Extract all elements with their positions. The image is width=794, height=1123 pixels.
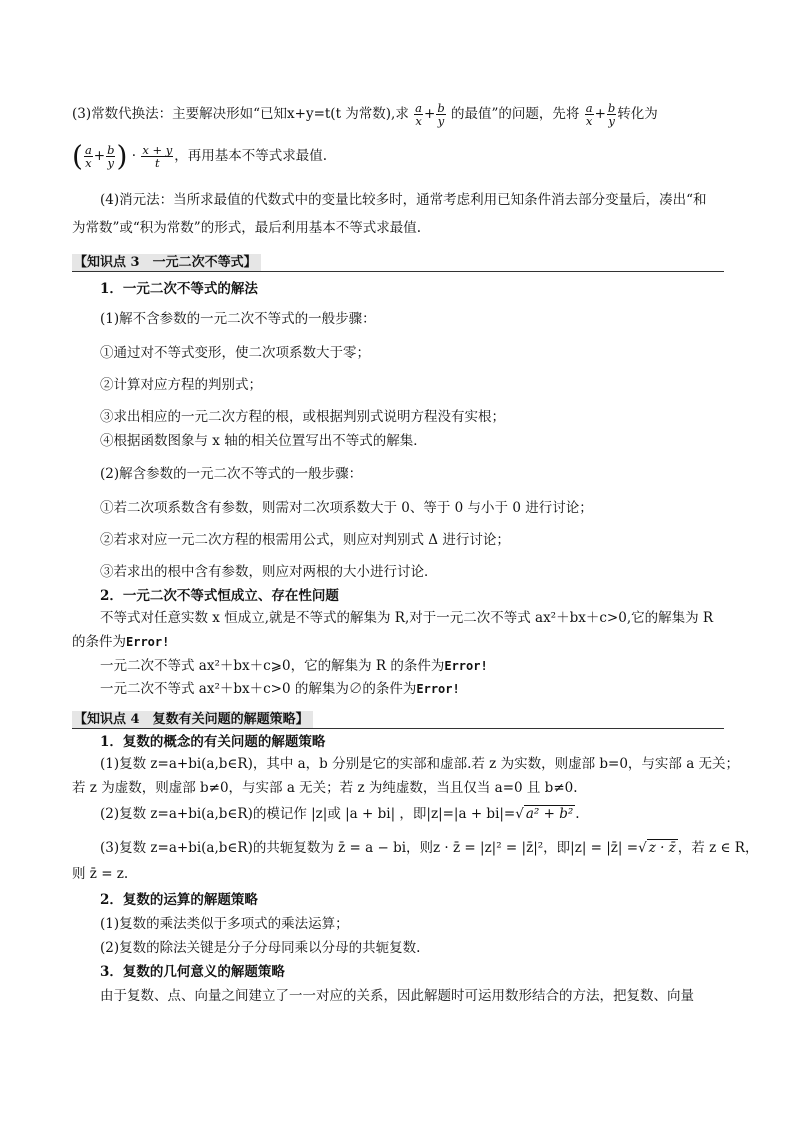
text-r5: 则 z̄ = z. (72, 866, 129, 882)
text-p4: ③求出相应的一元二次方程的根，或根据判别式说明方程没有实根； (100, 409, 505, 425)
text-q3: 一元二次不等式 ax²＋bx＋c⩾0，它的解集为 R 的条件为Error! (100, 658, 488, 674)
text-p6: (2)解含参数的一元二次不等式的一般步骤： (100, 466, 363, 482)
subheading-4-1: 1．复数的概念的有关问题的解题策略 (100, 734, 326, 750)
text-q2: 的条件为Error! (72, 634, 170, 650)
text-r1: (1)复数 z=a+bi(a,b∈R)，其中 a，b 分别是它的实部和虚部.若 z 为实数，则虚部 b=0，与实部 a 无关； (100, 756, 740, 772)
text-p5: ④根据函数图象与 x 轴的相关位置写出不等式的解集． (100, 433, 427, 449)
text-q4: 一元二次不等式 ax²＋bx＋c>0 的解集为∅的条件为Error! (100, 681, 460, 697)
fraction-sum-over-t: $\frac{x + y}{t}$ (142, 143, 173, 170)
section-header-3: 【知识点 3 一元二次不等式】 (72, 254, 724, 271)
subheading-3-1: 1．一元二次不等式的解法 (100, 281, 258, 297)
text-p3: ②计算对应方程的判别式； (100, 377, 262, 393)
text-r4: (3)复数 z=a+bi(a,b∈R)的共轭复数为 z̄ = a − bi，则z · z̄ = |z|² = |z̄|²，即|z| = |z̄| =√ z · z̄ ，若 z ∈ R， (100, 840, 759, 856)
formula-line: ( $\frac{a}{x}$ + $\frac{b}{y}$ ) · $\frac{x + y}{t}$ ，再用基本不等式求最值. (72, 139, 328, 173)
paragraph-constant-substitution: (3)常数代换法：主要解决形如“已知x+y=t(t 为常数),求 $\frac{a}{x}$ + $\frac{b}{y}$ 的最值”的问题，先将 $\frac{a}{x}$ + $\frac{b}{y}$ 转化为 (72, 101, 658, 128)
fraction-a-over-x-2: $\frac{a}{x}$ (585, 101, 593, 128)
fraction-b-over-y: $\frac{b}{y}$ (437, 101, 445, 128)
text-u1: 由于复数、点、向量之间建立了一一对应的关系，因此解题时可运用数形结合的方法，把复数、向量 (100, 988, 694, 1004)
text-p8: ②若求对应一元二次方程的根需用公式，则应对判别式 Δ 进行讨论； (100, 532, 510, 548)
text-p1: (1)解不含参数的一元二次不等式的一般步骤： (100, 311, 376, 327)
text-r3: (2)复数 z=a+bi(a,b∈R)的模记作 |z|或 |a + bi| ，即|z|=|a + bi|=√ a² + b² . (100, 806, 580, 822)
text-q1: 不等式对任意实数 x 恒成立,就是不等式的解集为 R,对于一元二次不等式 ax²＋bx＋c>0,它的解集为 R (100, 610, 714, 626)
text-p2: ①通过对不等式变形，使二次项系数大于零； (100, 345, 370, 361)
subheading-3-2: 2．一元二次不等式恒成立、存在性问题 (100, 588, 339, 604)
text-p9: ③若求出的根中含有参数，则应对两根的大小进行讨论． (100, 564, 438, 580)
paragraph-elimination-cont: 为常数”或“积为常数”的形式，最后利用基本不等式求最值. (72, 220, 421, 236)
text-t2: (2)复数的除法关键是分子分母同乘以分母的共轭复数. (100, 940, 421, 956)
subheading-4-3: 3．复数的几何意义的解题策略 (100, 964, 285, 980)
section-header-4: 【知识点 4 复数有关问题的解题策略】 (72, 711, 724, 728)
fraction-a-over-x: $\frac{a}{x}$ (415, 101, 423, 128)
text-p7: ①若二次项系数含有参数，则需对二次项系数大于 0、等于 0 与小于 0 进行讨论； (100, 500, 593, 516)
subheading-4-2: 2．复数的运算的解题策略 (100, 892, 258, 908)
text-r2: 若 z 为虚数，则虚部 b≠0，与实部 a 无关；若 z 为纯虚数，当且仅当 a=0 且 b≠0. (72, 780, 578, 796)
fraction-b-over-y-2: $\frac{b}{y}$ (607, 101, 616, 128)
paragraph-elimination: (4)消元法：当所求最值的代数式中的变量比较多时，通常考虑利用已知条件消去部分变量后，凑出“和 (100, 192, 707, 208)
text-t1: (1)复数的乘法类似于多项式的乘法运算； (100, 916, 349, 932)
